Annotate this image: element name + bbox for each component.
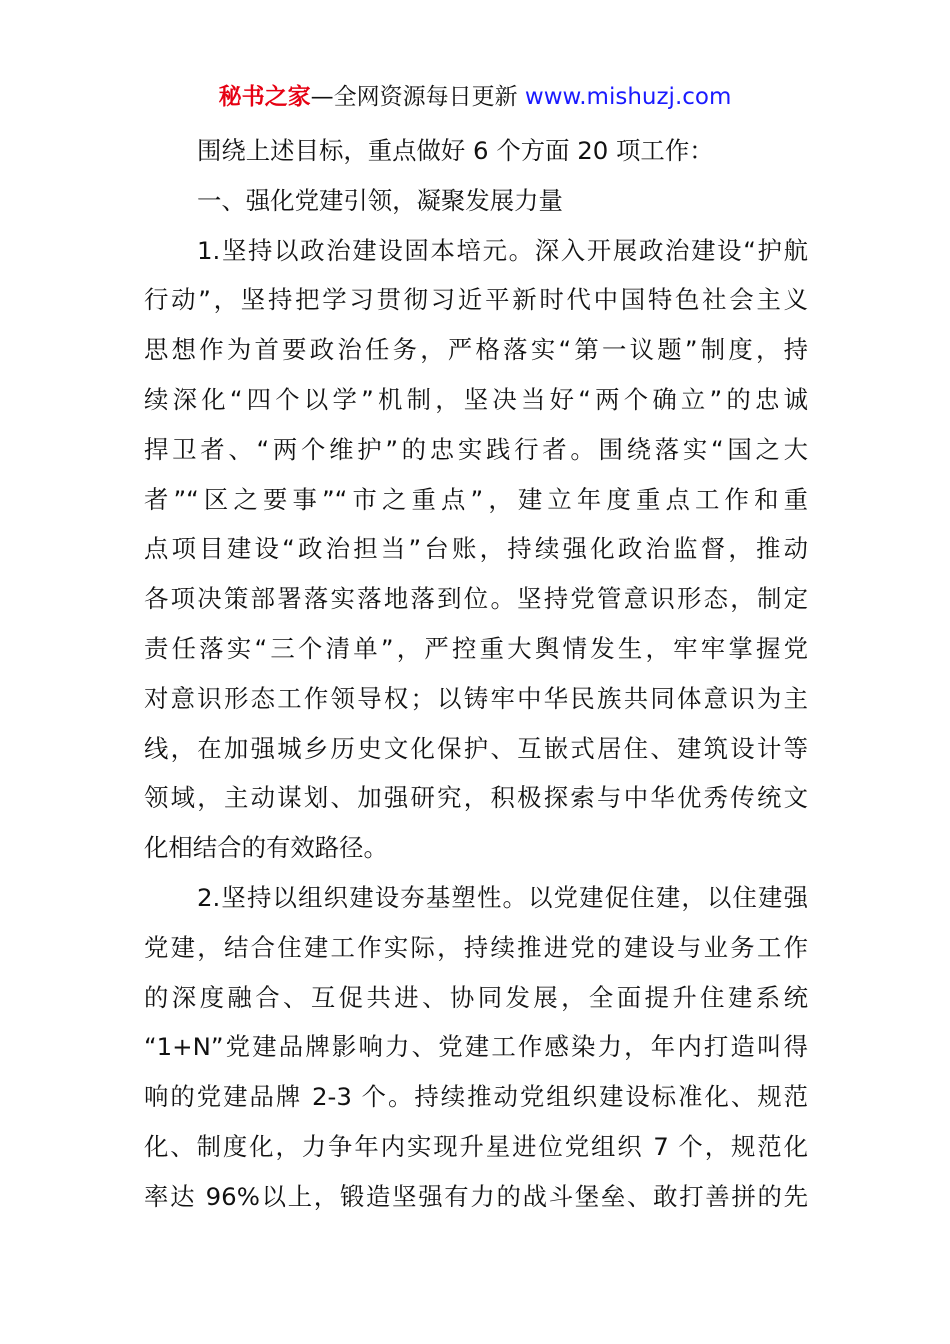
text-line: 对意识形态工作领导权；以铸牢中华民族共同体意识为主: [144, 683, 808, 713]
text-line: 思想作为首要政治任务，严格落实“第一议题”制度，持: [144, 335, 808, 365]
section-heading: 一、强化党建引领，凝聚发展力量: [197, 185, 563, 215]
text-line: 各项决策部署落实落地落到位。坚持党管意识形态，制定: [144, 584, 808, 614]
text-line: 捍卫者、“两个维护”的忠实践行者。围绕落实“国之大: [144, 434, 808, 464]
text-line: 1.坚持以政治建设固本培元。深入开展政治建设“护航: [197, 235, 808, 265]
text-line: 领域，主动谋划、加强研究，积极探索与中华优秀传统文: [144, 783, 808, 813]
paragraph-1: [144, 226, 808, 873]
text-line: 党建，结合住建工作实际，持续推进党的建设与业务工作: [144, 932, 808, 962]
page-header: [0, 80, 950, 114]
text-line: 线，在加强城乡历史文化保护、互嵌式居住、建筑设计等: [144, 733, 808, 763]
text-line: 行动”，坚持把学习贯彻习近平新时代中国特色社会主义: [144, 285, 808, 315]
text-line: 率达 96%以上，锻造坚强有力的战斗堡垒、敢打善拼的先: [144, 1181, 808, 1211]
text-line: 响的党建品牌 2-3 个。持续推动党组织建设标准化、规范: [144, 1082, 808, 1112]
text-line: 者”“区之要事”“市之重点”，建立年度重点工作和重: [144, 484, 808, 514]
text-line: “1+N”党建品牌影响力、党建工作感染力，年内打造叫得: [144, 1032, 808, 1062]
intro-paragraph: 围绕上述目标，重点做好 6 个方面 20 项工作：: [197, 136, 714, 165]
text-line: 责任落实“三个清单”，严控重大舆情发生，牢牢掌握党: [144, 633, 808, 663]
brand-name: 秘书之家: [218, 84, 311, 110]
paragraph-2: [144, 873, 808, 1222]
header-url-link[interactable]: www.mishuzj.com: [524, 84, 732, 110]
text-line: 点项目建设“政治担当”台账，持续强化政治监督，推动: [144, 534, 808, 564]
header-slogan: —全网资源每日更新: [310, 84, 525, 110]
text-line: 化、制度化，力争年内实现升星进位党组织 7 个，规范化: [144, 1131, 808, 1161]
document-body: [144, 126, 808, 1222]
text-line: 的深度融合、互促共进、协同发展，全面提升住建系统: [144, 982, 808, 1012]
text-line: 2.坚持以组织建设夯基塑性。以党建促住建，以住建强: [197, 882, 808, 912]
text-line: 续深化“四个以学”机制，坚决当好“两个确立”的忠诚: [144, 384, 808, 414]
text-line: 化相结合的有效路径。: [144, 833, 388, 863]
